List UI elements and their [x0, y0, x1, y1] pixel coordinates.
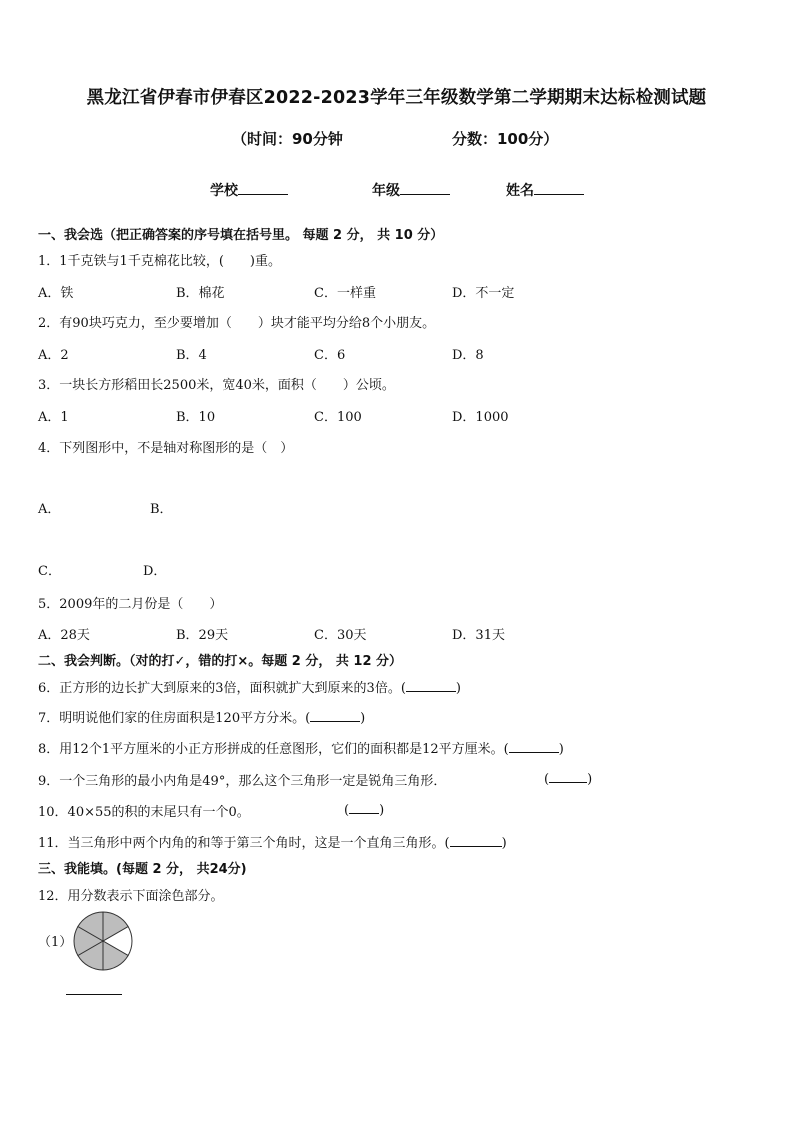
question-9: 9．一个三角形的最小内角是49°，那么这个三角形一定是锐角三角形．: [38, 774, 447, 789]
pie-figure: [72, 910, 134, 972]
name-blank[interactable]: [534, 180, 584, 195]
question-8: [38, 738, 564, 757]
q9-answer-blank[interactable]: [549, 770, 587, 783]
q4-option-d: D．: [143, 564, 167, 579]
school-blank[interactable]: [238, 180, 288, 195]
q5-option-a: A．28天: [38, 628, 90, 643]
q6-text: 6．正方形的边长扩大到原来的3倍，面积就扩大到原来的3倍。(: [38, 681, 406, 696]
grade-label: 年级: [372, 183, 400, 199]
question-11: [38, 832, 507, 851]
q10-answer-blank[interactable]: [349, 801, 379, 814]
name-label: 姓名: [506, 183, 534, 199]
q4-option-c: C．: [38, 564, 61, 579]
exam-time: （时间：90分钟: [232, 130, 343, 148]
q7-text: 7．明明说他们家的住房面积是120平方分米。(: [38, 711, 311, 726]
q5-option-d: D．31天: [452, 628, 505, 643]
q1-option-d: D．不一定: [452, 286, 515, 301]
grade-blank[interactable]: [400, 180, 450, 195]
q7-answer-blank[interactable]: [310, 709, 360, 722]
q1-option-c: C．一样重: [314, 286, 376, 301]
question-5: 5．2009年的二月份是（ ）: [38, 597, 223, 612]
section3-heading: 三、我能填。(每题 2 分， 共24分): [38, 862, 247, 877]
q3-option-b: B．10: [176, 410, 216, 425]
q10-answer: [344, 801, 384, 818]
question-6: [38, 677, 461, 696]
exam-score: 分数：100分）: [452, 130, 559, 148]
q6-answer-blank[interactable]: [406, 679, 456, 692]
q1-option-a: A．铁: [38, 286, 74, 301]
q3-option-d: D．1000: [452, 410, 509, 425]
q5-option-c: C．30天: [314, 628, 367, 643]
q8-close: ): [558, 742, 564, 757]
q10-close: ): [379, 803, 385, 818]
q6-close: ): [455, 681, 461, 696]
q10-open: (: [344, 803, 350, 818]
question-3: 3．一块长方形稻田长2500米，宽40米，面积（ ）公顷。: [38, 378, 395, 393]
question-7: [38, 707, 365, 726]
q2-option-a: A．2: [38, 348, 69, 363]
q12-answer-blank[interactable]: [66, 994, 122, 995]
q3-option-c: C．100: [314, 410, 362, 425]
q2-option-d: D．8: [452, 348, 484, 363]
question-4: 4．下列图形中，不是轴对称图形的是（ ）: [38, 441, 294, 456]
q11-close: ): [501, 836, 507, 851]
section2-heading: 二、我会判断。（对的打✓，错的打×。每题 2 分， 共 12 分）: [38, 654, 403, 669]
question-1: 1．1千克铁与1千克棉花比较，( )重。: [38, 254, 281, 269]
q9-answer: [544, 770, 592, 787]
q7-close: ): [360, 711, 366, 726]
page-title: 黑龙江省伊春市伊春区2022-2023学年三年级数学第二学期期末达标检测试题: [86, 88, 707, 108]
school-label: 学校: [210, 183, 238, 199]
q4-option-a: A．: [38, 502, 61, 517]
q12-part1-label: （1）: [38, 935, 73, 950]
question-10: 10．40×55的积的末尾只有一个0。: [38, 805, 250, 820]
q9-open: (: [544, 772, 550, 787]
q3-option-a: A．1: [38, 410, 69, 425]
q2-option-c: C．6: [314, 348, 346, 363]
q11-text: 11．当三角形中两个内角的和等于第三个角时，这是一个直角三角形。(: [38, 836, 450, 851]
q2-option-b: B．4: [176, 348, 207, 363]
q5-option-b: B．29天: [176, 628, 229, 643]
q9-close: ): [587, 772, 593, 787]
grade-field: [372, 180, 450, 200]
question-12: 12．用分数表示下面涂色部分。: [38, 889, 224, 904]
question-2: 2．有90块巧克力，至少要增加（ ）块才能平均分给8个小朋友。: [38, 316, 436, 331]
q4-option-b: B．: [150, 502, 173, 517]
section1-heading: 一、我会选（把正确答案的序号填在括号里。 每题 2 分， 共 10 分）: [38, 228, 444, 243]
q11-answer-blank[interactable]: [450, 834, 502, 847]
name-field: [506, 180, 584, 200]
school-field: [210, 180, 288, 200]
q1-option-b: B．棉花: [176, 286, 225, 301]
q8-answer-blank[interactable]: [509, 740, 559, 753]
q8-text: 8．用12个1平方厘米的小正方形拼成的任意图形，它们的面积都是12平方厘米。(: [38, 742, 509, 757]
